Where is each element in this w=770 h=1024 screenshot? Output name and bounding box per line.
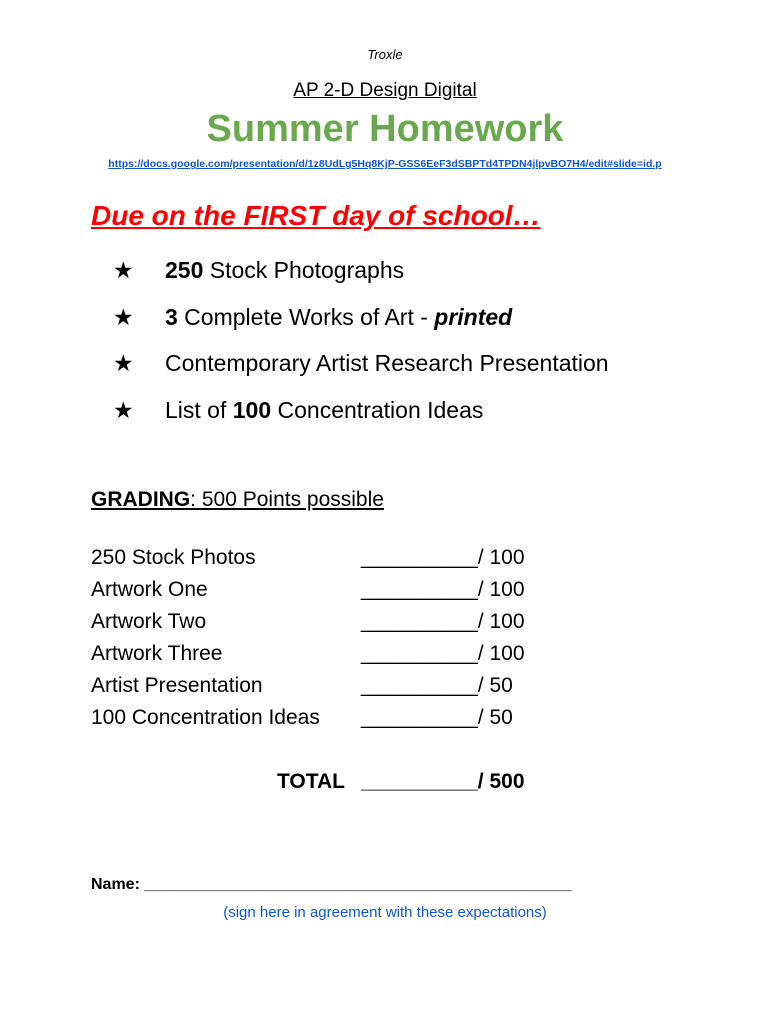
grading-total — [91, 770, 525, 794]
course-title: AP 2-D Design Digital — [293, 80, 477, 101]
grading-row-score: __________/ 100 — [361, 642, 525, 665]
name-label: Name: — [91, 876, 145, 893]
grading-row-label: 250 Stock Photos — [91, 546, 256, 569]
total-score: __________/ 500 — [361, 770, 525, 793]
requirement-item — [113, 397, 483, 424]
grading-row — [91, 610, 525, 634]
grading-row — [91, 642, 525, 666]
grading-row-label: 100 Concentration Ideas — [91, 706, 320, 729]
name-signature-line[interactable] — [91, 876, 571, 894]
requirement-emphasis: printed — [434, 304, 513, 330]
grading-row-label: Artwork Three — [91, 642, 223, 665]
grading-row-score: __________/ 100 — [361, 546, 525, 569]
requirement-item — [113, 304, 512, 331]
due-heading: Due on the FIRST day of school… — [91, 200, 541, 231]
presentation-link[interactable]: https://docs.google.com/presentation/d/1z8UdLg5Hq8KjP-GSS6EeF3dSBPTd4TPDN4jlpvBO7H4/edit#slide=id.p — [108, 158, 662, 170]
grading-row-score: __________/ 50 — [361, 674, 513, 697]
requirement-item — [113, 350, 609, 377]
requirement-text: Concentration Ideas — [271, 397, 484, 423]
requirement-text: Contemporary Artist Research Presentation — [165, 350, 609, 376]
star-icon: ★ — [113, 350, 134, 376]
grading-row — [91, 546, 525, 570]
author-name: Troxle — [367, 47, 403, 62]
grading-row-score: __________/ 50 — [361, 706, 513, 729]
requirement-prefix: List of — [165, 397, 233, 423]
grading-row — [91, 674, 513, 698]
grading-row-score: __________/ 100 — [361, 578, 525, 601]
requirement-bold: 250 — [165, 257, 204, 283]
requirement-text: Stock Photographs — [203, 257, 405, 283]
name-line: ________________________________________________ — [144, 876, 572, 893]
grading-row-label: Artwork One — [91, 578, 208, 601]
grading-heading — [91, 488, 384, 512]
grading-row — [91, 578, 525, 602]
grading-label: GRADING — [91, 488, 191, 511]
star-icon: ★ — [113, 304, 134, 330]
requirement-bold: 100 — [232, 397, 272, 423]
total-label: TOTAL — [276, 770, 345, 793]
grading-row-label: Artist Presentation — [91, 674, 263, 697]
grading-text: : 500 Points possible — [190, 488, 384, 511]
star-icon: ★ — [113, 397, 134, 423]
requirement-bold: 3 — [165, 304, 178, 330]
page-title: Summer Homework — [206, 108, 564, 150]
requirement-item — [113, 257, 404, 284]
star-icon: ★ — [113, 257, 134, 283]
grading-row-score: __________/ 100 — [361, 610, 525, 633]
requirement-text: Complete Works of Art - — [177, 304, 435, 330]
signature-note: (sign here in agreement with these expectations) — [223, 904, 547, 921]
grading-row — [91, 706, 513, 730]
grading-row-label: Artwork Two — [91, 610, 207, 633]
